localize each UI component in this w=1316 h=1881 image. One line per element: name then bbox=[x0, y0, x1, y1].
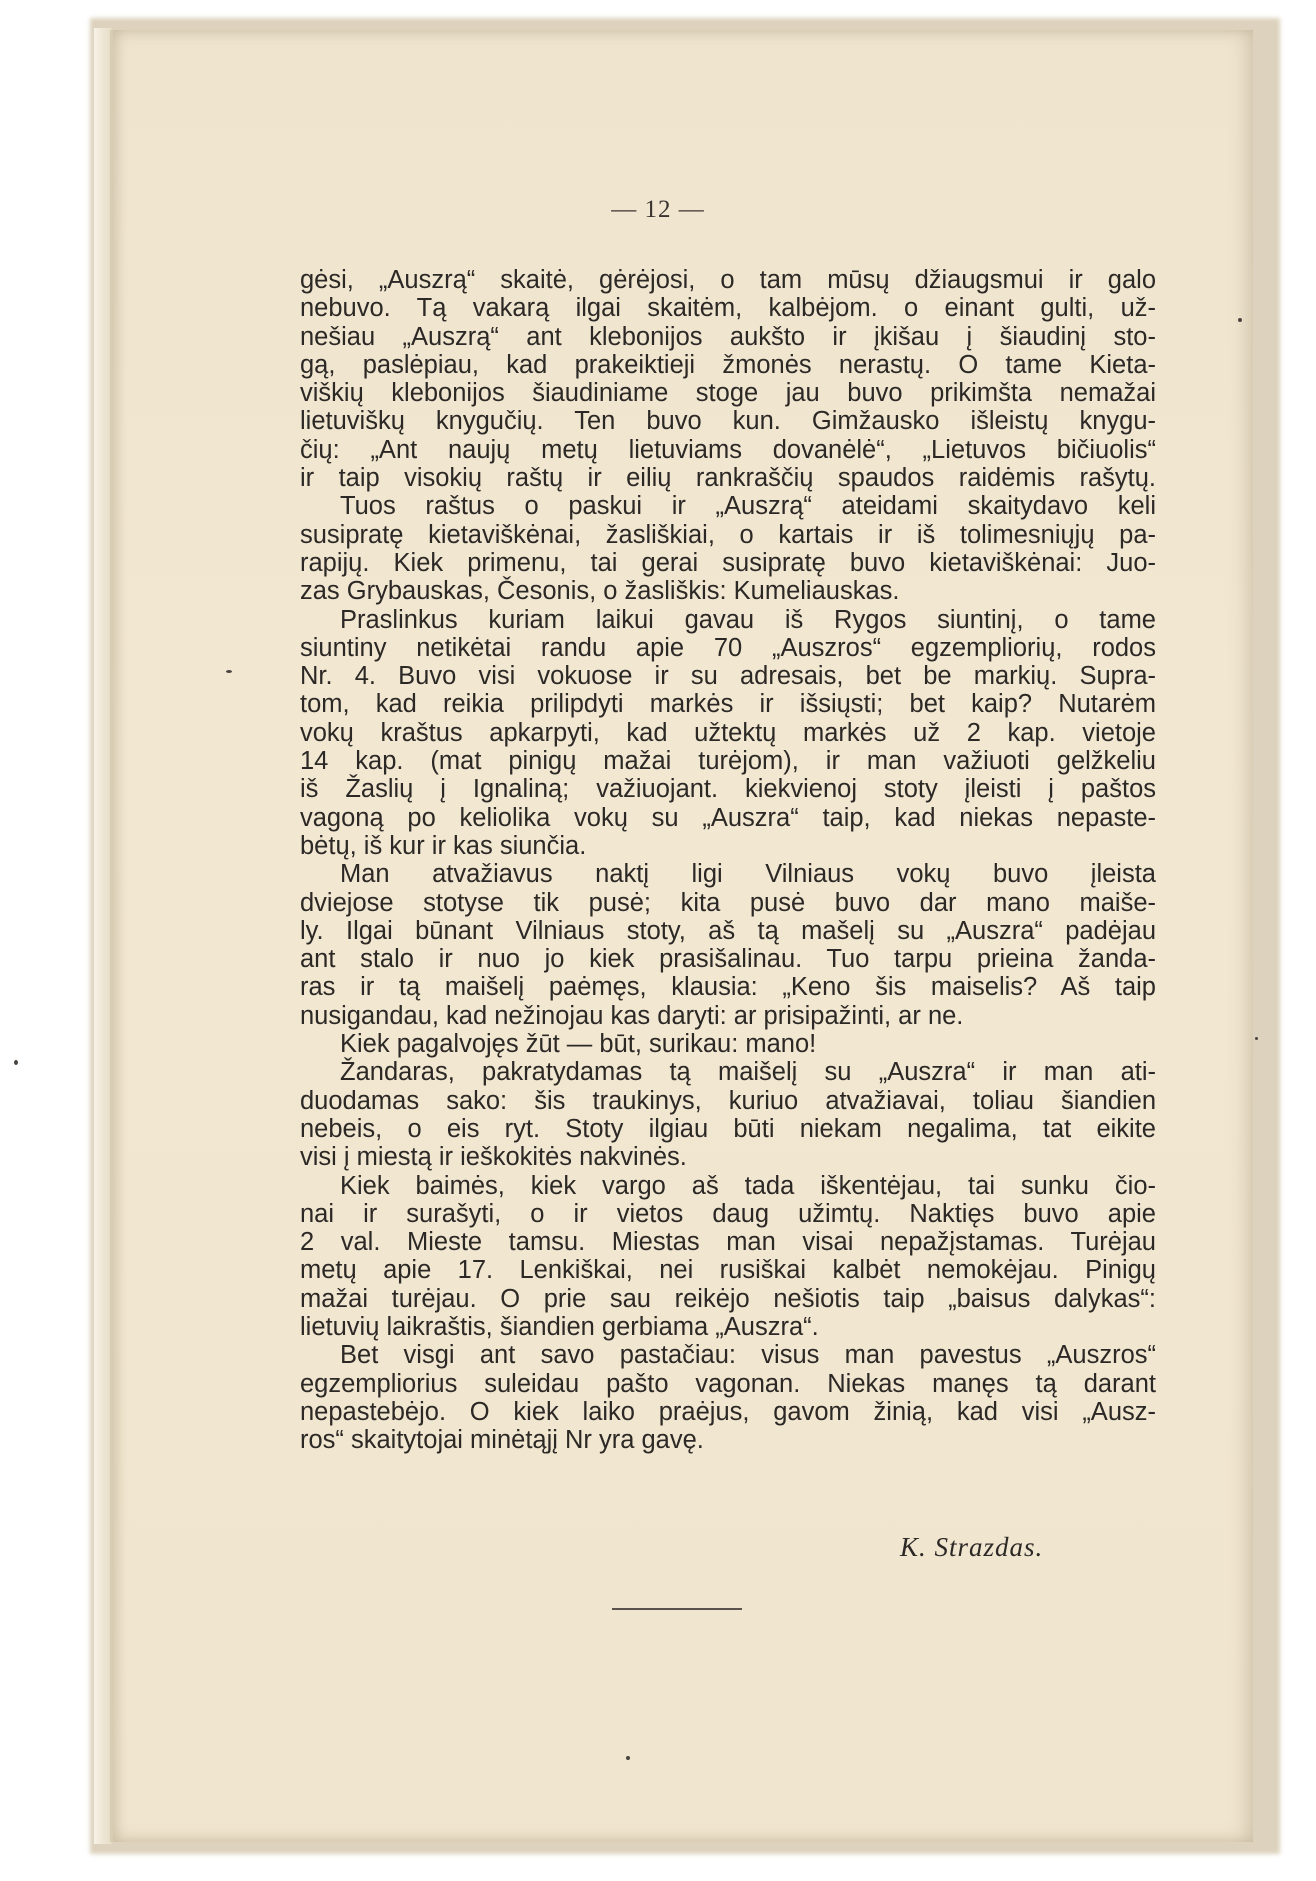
text-line: 2 val. Mieste tamsu. Miestas man visai nepažįstamas. Turėjau bbox=[300, 1228, 1156, 1257]
text-line: Praslinkus kuriam laikui gavau iš Rygos siuntinį, o tame bbox=[340, 605, 1156, 634]
text-line: zas Grybauskas, Česonis, o žasliškis: Kumeliauskas. bbox=[300, 577, 900, 606]
text-line: ly. Ilgai būnant Vilniaus stoty, aš tą mašelį su „Auszra“ padėjau bbox=[300, 916, 1156, 945]
text-line: nebuvo. Tą vakarą ilgai skaitėm, kalbėjom. o einant gulti, už- bbox=[300, 294, 1156, 323]
text-line: Tuos raštus o paskui ir „Auszrą“ ateidami skaitydavo keli bbox=[340, 492, 1156, 521]
text-line: metų apie 17. Lenkiškai, nei rusiškai kalbėt nemokėjau. Pinigų bbox=[300, 1256, 1156, 1285]
text-line: ros“ skaitytojai minėtąjį Nr yra gavę. bbox=[300, 1426, 704, 1455]
text-line: gą, paslėpiau, kad prakeiktieji žmonės nerastų. O tame Kieta- bbox=[300, 350, 1156, 379]
text-line: ras ir tą maišelį paėmęs, klausia: „Keno šis maiselis? Aš taip bbox=[300, 973, 1156, 1002]
text-line: Bet visgi ant savo pastačiau: visus man pavestus „Auszros“ bbox=[340, 1341, 1156, 1370]
text-line: bėtų, iš kur ir kas siunčia. bbox=[300, 831, 587, 860]
text-line: Man atvažiavus naktį ligi Vilniaus vokų buvo įleista bbox=[340, 860, 1156, 889]
text-line: 14 kap. (mat pinigų mažai turėjom), ir man važiuoti gelžkeliu bbox=[300, 747, 1156, 776]
text-line: nešiau „Auszrą“ ant klebonijos aukšto ir įkišau į šiaudinį sto- bbox=[300, 322, 1156, 351]
text-line: tom, kad reikia prilipdyti markės ir išsiųsti; bet kaip? Nutarėm bbox=[300, 690, 1156, 719]
text-line: Kiek baimės, kiek vargo aš tada iškentėjau, tai sunku čio- bbox=[340, 1171, 1156, 1200]
text-line: siuntiny netikėtai randu apie 70 „Auszros“ egzempliorių, rodos bbox=[300, 633, 1156, 662]
text-line: lietuviškų knygučių. Ten buvo kun. Gimžausko išleistų knygu- bbox=[300, 407, 1156, 436]
author-signature: K. Strazdas. bbox=[900, 1532, 1044, 1562]
text-line: Žandaras, pakratydamas tą maišelį su „Auszra“ ir man ati- bbox=[340, 1058, 1156, 1087]
text-line: nebeis, o eis ryt. Stoty ilgiau būti niekam negalima, tat eikite bbox=[300, 1114, 1156, 1143]
text-line: egzempliorius suleidau pašto vagonan. Niekas manęs tą darant bbox=[300, 1369, 1156, 1398]
text-line: ant stalo ir nuo jo kiek prasišalinau. Tuo tarpu prieina žanda- bbox=[300, 945, 1156, 974]
article-body bbox=[300, 266, 1156, 1454]
text-line: ir taip visokių raštų ir eilių rankraščių spaudos raidėmis rašytų. bbox=[300, 464, 1156, 493]
text-line: susipratę kietaviškėnai, žasliškiai, o kartais ir iš tolimesniųjų pa- bbox=[300, 520, 1156, 549]
page-number: — 12 — bbox=[611, 196, 705, 223]
text-line: nusigandau, kad nežinojau kas daryti: ar prisipažinti, ar ne. bbox=[300, 1001, 964, 1030]
text-line: duodamas sako: šis traukinys, kuriuo atvažiavai, toliau šiandien bbox=[300, 1086, 1156, 1115]
paper-speck bbox=[1238, 318, 1242, 322]
text-line: lietuvių laikraštis, šiandien gerbiama „Auszra“. bbox=[300, 1312, 819, 1341]
text-line: Kiek pagalvojęs žūt — būt, surikau: mano! bbox=[340, 1030, 817, 1059]
text-line: Nr. 4. Buvo visi vokuose ir su adresais, bet be markių. Supra- bbox=[300, 662, 1156, 691]
text-line: iš Žaslių į Ignaliną; važiuojant. kiekvienoj stoty įleisti į paštos bbox=[300, 775, 1156, 804]
text-line: vagoną po keliolika vokų su „Auszra“ taip, kad niekas nepaste- bbox=[300, 803, 1156, 832]
text-line: gėsi, „Auszrą“ skaitė, gėrėjosi, o tam mūsų džiaugsmui ir galo bbox=[300, 266, 1156, 294]
paper-speck bbox=[626, 1756, 630, 1760]
text-line: čių: „Ant naujų metų lietuviams dovanėlė“, „Lietuvos bičiuolis“ bbox=[300, 435, 1156, 464]
paper-speck bbox=[1255, 1037, 1258, 1040]
text-line: visi į miestą ir ieškokitės nakvinės. bbox=[300, 1143, 687, 1172]
text-line: vokų kraštus apkarpyti, kad užtektų markės už 2 kap. vietoje bbox=[300, 718, 1156, 747]
text-line: viškių klebonijos šiaudiniame stoge jau buvo prikimšta nemažai bbox=[300, 379, 1156, 408]
text-line: mažai turėjau. O prie sau reikėjo nešiotis taip „baisus dalykas“: bbox=[300, 1284, 1156, 1313]
paper-speck bbox=[226, 670, 232, 673]
text-line: nepastebėjo. O kiek laiko praėjus, gavom žinią, kad visi „Ausz- bbox=[300, 1397, 1156, 1426]
end-rule bbox=[612, 1608, 742, 1610]
text-line: rapijų. Kiek primenu, tai gerai susipratę buvo kietaviškėnai: Juo- bbox=[300, 548, 1156, 577]
text-line: nai ir surašyti, o ir vietos daug užimtų. Naktięs buvo apie bbox=[300, 1199, 1156, 1228]
paper-speck bbox=[14, 1060, 18, 1065]
text-line: dviejose stotyse tik pusė; kita pusė buvo dar mano maiše- bbox=[300, 888, 1156, 917]
